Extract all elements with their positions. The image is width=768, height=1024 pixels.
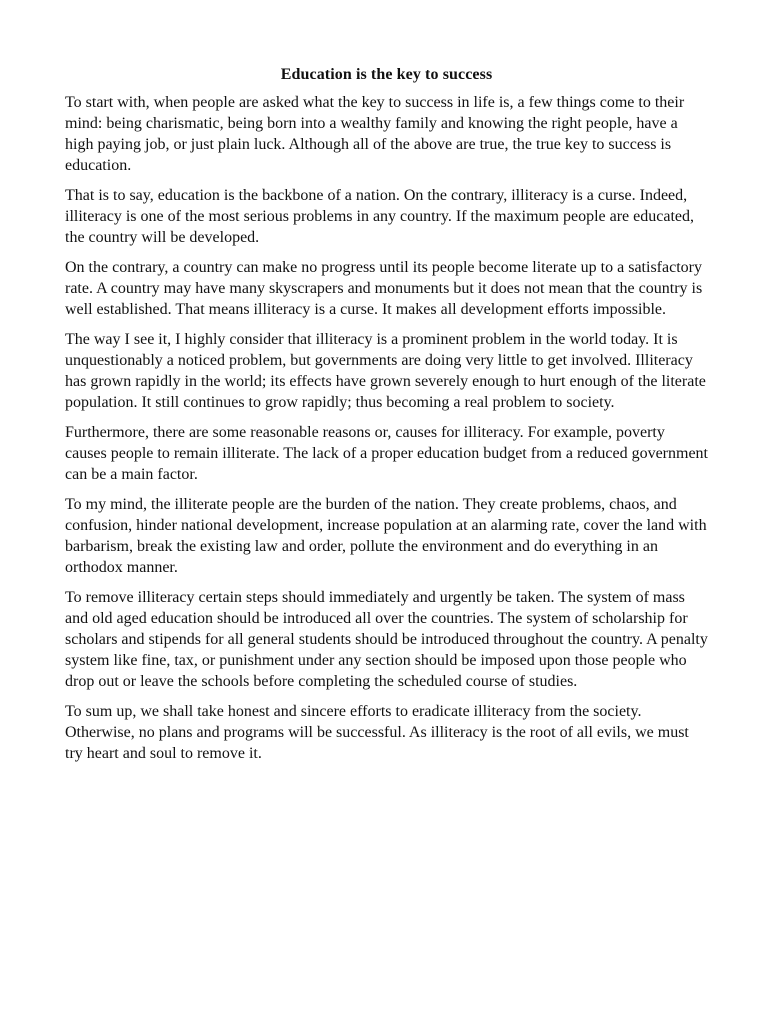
- paragraph-conclusion: To sum up, we shall take honest and sincere efforts to eradicate illiteracy from the society. Otherwise, no plans and programs will be successful. As illiteracy is the root of all evils, we must try heart and soul to remove it.: [65, 703, 689, 762]
- paragraph-backbone: That is to say, education is the backbone of a nation. On the contrary, illiteracy is a curse. Indeed, illiteracy is one of the most serious problems in any country. If the maximum people are educated, the country will be developed.: [65, 187, 694, 246]
- paragraph-progress: On the contrary, a country can make no progress until its people become literate up to a satisfactory rate. A country may have many skyscrapers and monuments but it does not mean that the country is well established. That means illiteracy is a curse. It makes all development efforts impossible.: [65, 259, 703, 318]
- paragraph-remedies: To remove illiteracy certain steps should immediately and urgently be taken. The system of mass and old aged education should be introduced all over the countries. The system of scholarship for scholars and stipends for all general students should be introduced throughout the country. A penalty system like fine, tax, or punishment under any section should be imposed upon those people who drop out or leave the schools before completing the scheduled course of studies.: [65, 589, 708, 690]
- paragraph-causes: Furthermore, there are some reasonable reasons or, causes for illiteracy. For example, poverty causes people to remain illiterate. The lack of a proper education budget from a reduced government can be a main factor.: [65, 424, 708, 483]
- paragraph-burden: To my mind, the illiterate people are the burden of the nation. They create problems, chaos, and confusion, hinder national development, increase population at an alarming rate, cover the land with barbarism, break the existing law and order, pollute the environment and do everything in an orthodox manner.: [65, 496, 707, 576]
- document-title: Education is the key to success: [280, 66, 493, 83]
- paragraph-introduction: To start with, when people are asked what the key to success in life is, a few things come to their mind: being charismatic, being born into a wealthy family and knowing the right people, have a high paying job, or just plain luck. Although all of the above are true, the true key to success is education.: [65, 94, 685, 174]
- paragraph-prominent-problem: The way I see it, I highly consider that illiteracy is a prominent problem in the world today. It is unquestionably a noticed problem, but governments are doing very little to get involved. Illiteracy has grown rapidly in the world; its effects have grown severely enough to hurt enough of the literate population. It still continues to grow rapidly; thus becoming a real problem to society.: [65, 331, 706, 411]
